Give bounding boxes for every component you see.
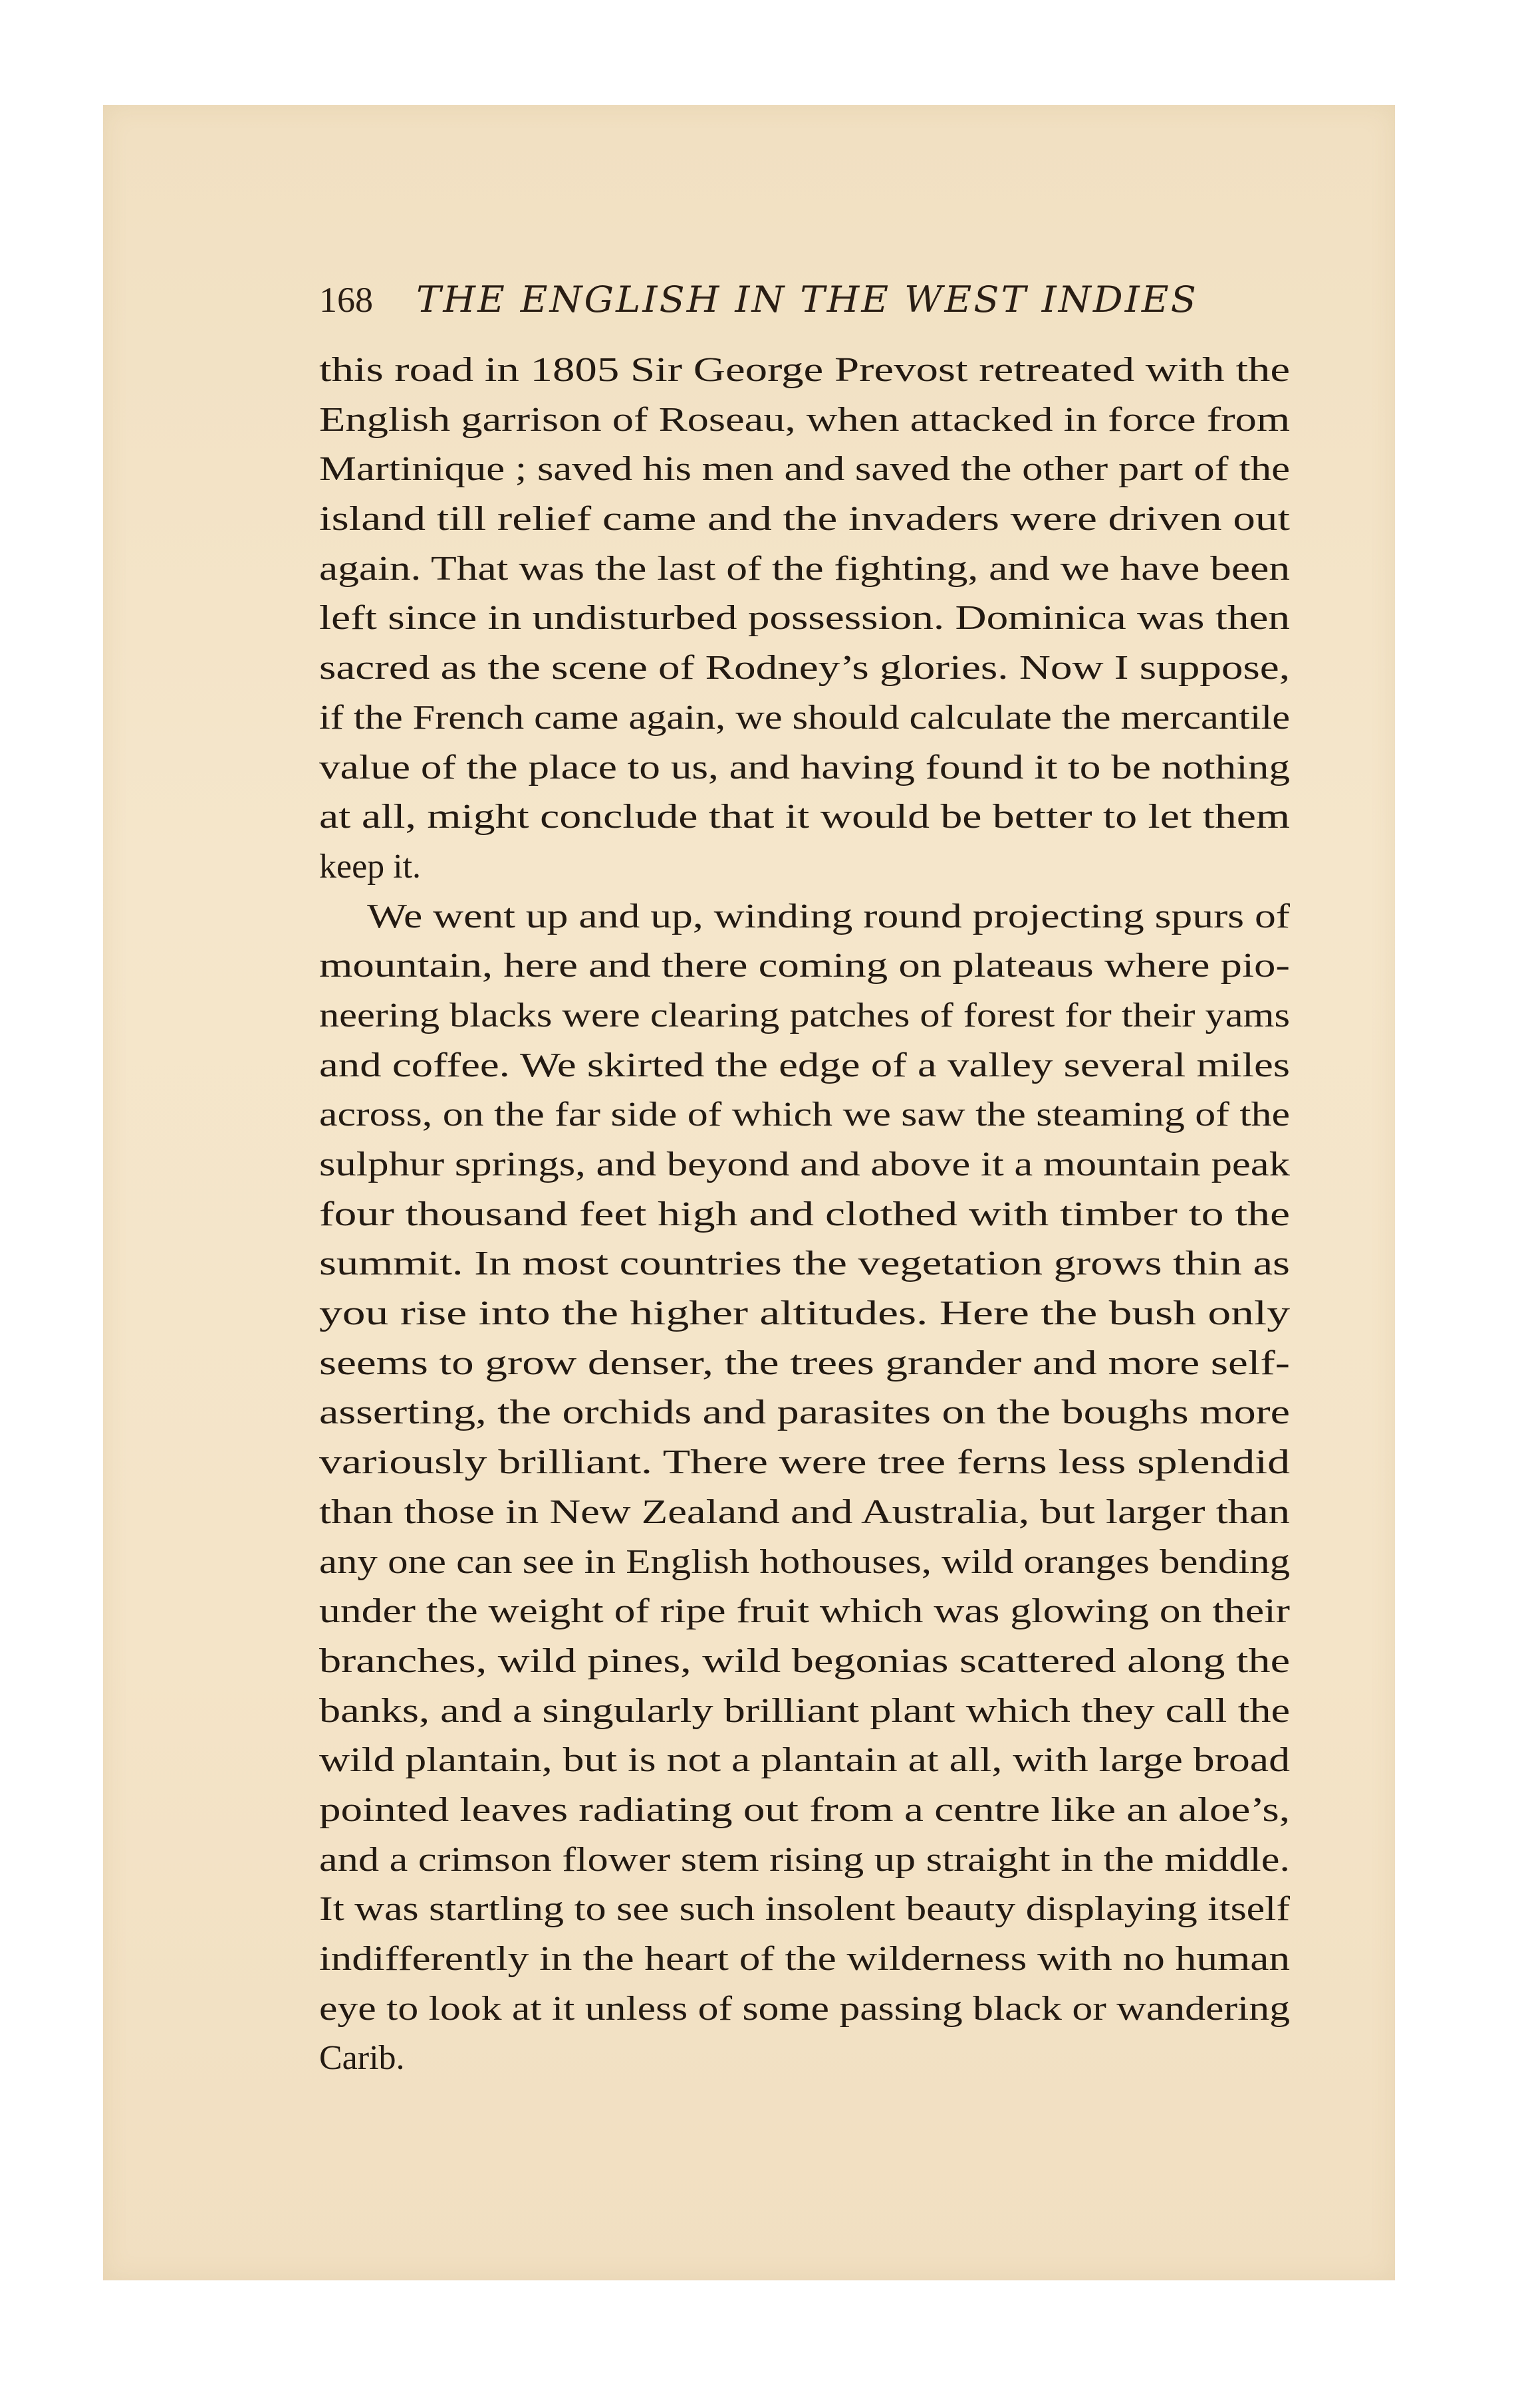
text-line (319, 1687, 1290, 1737)
page-header (319, 277, 1198, 323)
text-line (319, 2034, 1290, 2084)
line-text: pointed leaves radiating out from a centre like an aloe’s, (319, 1790, 1290, 1829)
line-text: sacred as the scene of Rodney’s glories. Now I suppose, (319, 649, 1290, 687)
text-line (319, 1289, 1290, 1339)
text-line (319, 1587, 1290, 1637)
text-line (319, 743, 1290, 793)
line-text: you rise into the higher altitudes. Here the bush only (319, 1294, 1290, 1333)
line-text: variously brilliant. There were tree ferns less splendid (319, 1443, 1290, 1482)
line-text: We went up and up, winding round projecting spurs of (367, 897, 1290, 935)
line-text: left since in undisturbed possession. Dominica was then (319, 599, 1290, 638)
text-line (319, 842, 1290, 892)
line-text: again. That was the last of the fighting, and we have been (319, 549, 1290, 588)
line-text: summit. In most countries the vegetation grows thin as (319, 1245, 1290, 1283)
line-text: than those in New Zealand and Australia, but larger than (319, 1493, 1290, 1531)
line-text: mountain, here and there coming on plateaus where pio- (319, 947, 1290, 985)
line-text: eye to look at it unless of some passing black or wandering (319, 1989, 1290, 2028)
text-line (319, 544, 1290, 594)
page-number: 168 (319, 280, 373, 320)
text-line (319, 1388, 1290, 1438)
text-line (319, 1786, 1290, 1836)
line-text: keep it. (319, 847, 422, 886)
body-text (319, 346, 1290, 2084)
text-line (319, 1935, 1290, 1985)
line-text: seems to grow denser, the trees grander and more self- (319, 1344, 1290, 1382)
line-text: any one can see in English hothouses, wild oranges bending (319, 1542, 1290, 1581)
line-text: this road in 1805 Sir George Prevost retreated with the (319, 351, 1290, 389)
text-line (319, 346, 1290, 396)
line-text: Martinique ; saved his men and saved the other part of the (319, 450, 1290, 489)
line-text: It was startling to see such insolent beauty displaying itself (319, 1890, 1290, 1929)
text-line (319, 991, 1290, 1041)
text-line (319, 792, 1290, 842)
line-text: four thousand feet high and clothed with timber to the (319, 1195, 1290, 1233)
text-line (319, 396, 1290, 445)
text-line (319, 1190, 1290, 1240)
text-line (319, 644, 1290, 693)
text-line (319, 495, 1290, 544)
text-line (319, 693, 1290, 743)
text-line (319, 445, 1290, 495)
text-line (319, 1985, 1290, 2034)
text-line (319, 1339, 1290, 1389)
text-line (319, 1041, 1290, 1091)
line-text: asserting, the orchids and parasites on the boughs more (319, 1393, 1290, 1432)
text-line (319, 1538, 1290, 1588)
line-text: banks, and a singularly brilliant plant which they call the (319, 1691, 1290, 1730)
text-line (319, 1140, 1290, 1190)
line-text: indifferently in the heart of the wilderness with no human (319, 1940, 1290, 1978)
line-text: branches, wild pines, wild begonias scattered along the (319, 1641, 1290, 1680)
line-text: wild plantain, but is not a plantain at all, with large broad (319, 1741, 1290, 1780)
text-line (319, 941, 1290, 991)
text-line (319, 1438, 1290, 1488)
line-text: neering blacks were clearing patches of forest for their yams (319, 996, 1290, 1034)
text-line (319, 1836, 1290, 1885)
text-line (319, 892, 1290, 942)
running-title: THE ENGLISH IN THE WEST INDIES (416, 279, 1198, 320)
line-text: island till relief came and the invaders were driven out (319, 500, 1290, 539)
text-line (319, 1736, 1290, 1786)
line-text: if the French came again, we should calculate the mercantile (319, 698, 1290, 737)
line-text: Carib. (319, 2039, 405, 2078)
line-text: value of the place to us, and having found it to be nothing (319, 748, 1290, 786)
line-text: and coffee. We skirted the edge of a valley several miles (319, 1046, 1290, 1084)
line-text: at all, might conclude that it would be better to let them (319, 798, 1290, 836)
text-line (319, 1090, 1290, 1140)
text-line (319, 1885, 1290, 1935)
line-text: under the weight of ripe fruit which was glowing on their (319, 1592, 1290, 1631)
text-line (319, 1239, 1290, 1289)
line-text: and a crimson flower stem rising up straight in the middle. (319, 1840, 1290, 1879)
line-text: across, on the far side of which we saw the steaming of the (319, 1096, 1290, 1134)
text-line (319, 1488, 1290, 1538)
line-text: English garrison of Roseau, when attacked in force from (319, 400, 1290, 439)
text-line (319, 594, 1290, 644)
line-text: sulphur springs, and beyond and above it a mountain peak (319, 1145, 1290, 1183)
text-line (319, 1637, 1290, 1687)
